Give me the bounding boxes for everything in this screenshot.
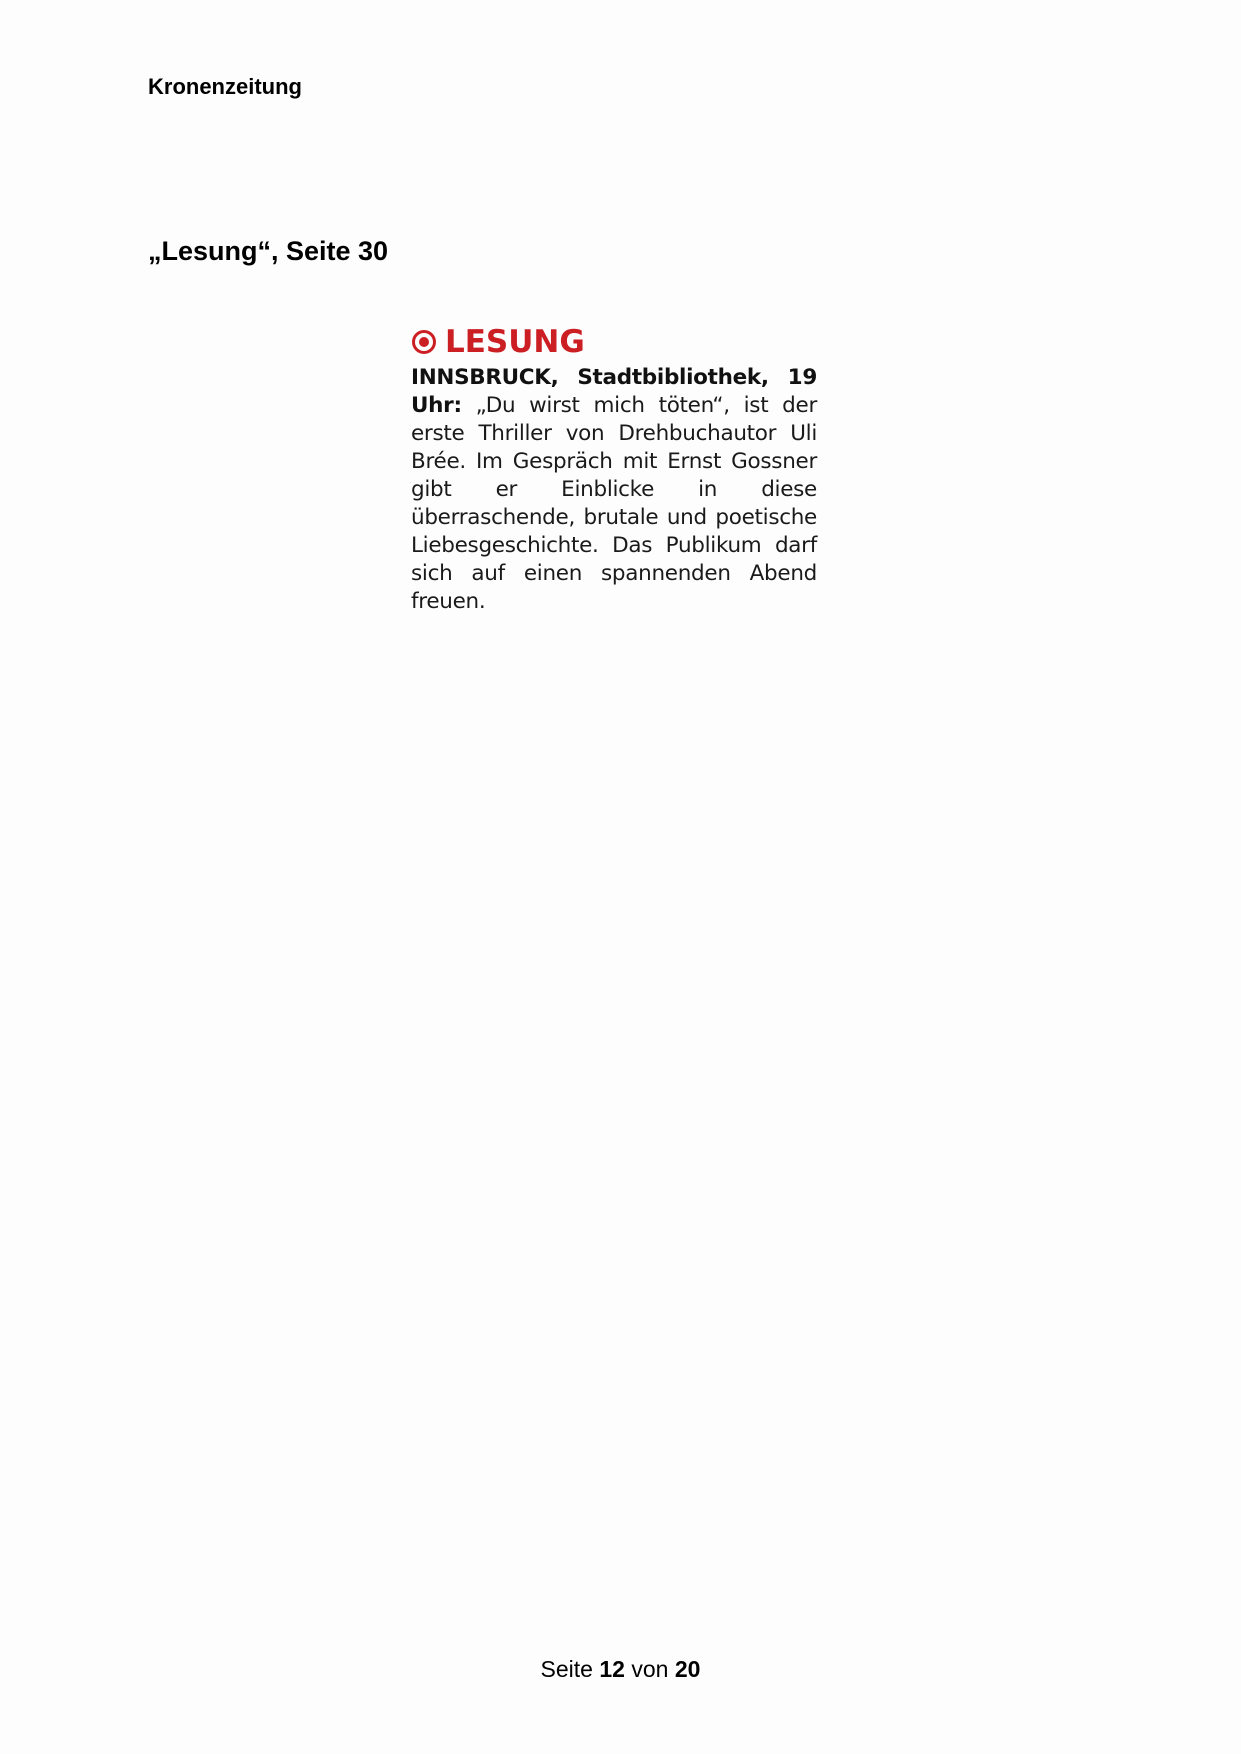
clipping-text: „Du wirst mich töten“, ist der erste Thriller von Drehbuchautor Uli Brée. Im Gespräch mit Ernst Gossner gibt er Einblicke in diese überraschende, brutale und poetische Liebesgeschichte. Das Publikum darf sich auf einen spannenden Abend freuen. <box>411 393 817 614</box>
clipping-lead: INNSBRUCK, Stadtbibliothek, 19 Uhr: <box>411 365 817 418</box>
publication-name: Kronenzeitung <box>148 74 302 99</box>
page-number <box>0 1656 1241 1683</box>
page-separator: von <box>631 1656 669 1682</box>
clipping-body <box>411 364 817 616</box>
clipping-label <box>411 322 817 362</box>
current-page: 12 <box>599 1656 625 1682</box>
clipping-label-text: LESUNG <box>445 324 585 360</box>
target-icon <box>411 329 437 355</box>
total-pages: 20 <box>674 1656 701 1682</box>
newspaper-clipping <box>411 322 817 616</box>
clipping-heading: „Lesung“, Seite 30 <box>148 236 389 266</box>
page-prefix: Seite <box>540 1656 593 1682</box>
